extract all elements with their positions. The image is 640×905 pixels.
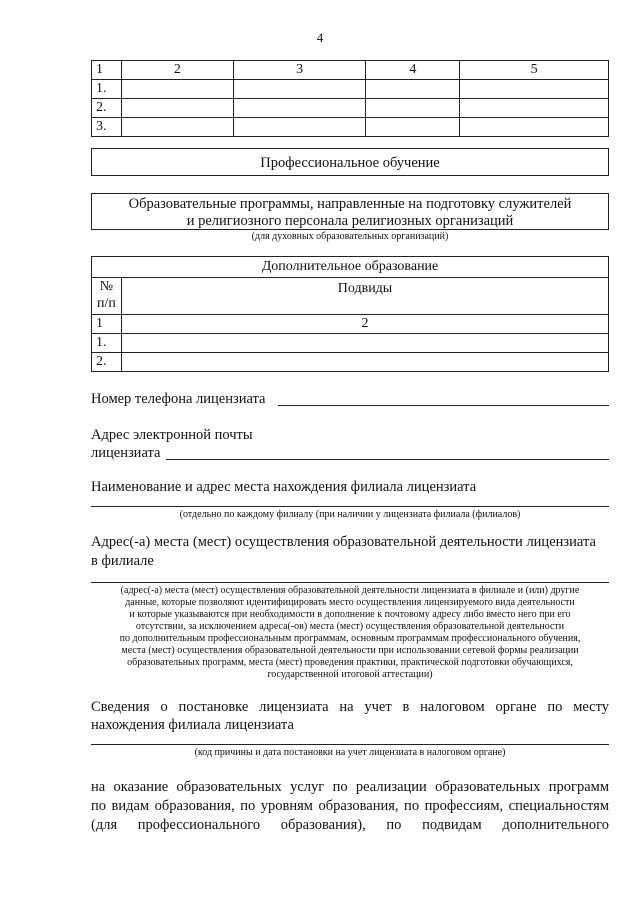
tax-note: (код причины и дата постановки на учет лицензиата в налоговом органе) (194, 747, 506, 758)
table-header-cell: 3 (233, 61, 366, 80)
col-number-header (92, 278, 122, 315)
table-row (92, 99, 609, 118)
religious-programs-box (91, 193, 609, 230)
branch-address-note-line: отсутствии, за исключением адреса(-ов) места (мест) осуществления образовательной деятельности (135, 621, 565, 632)
branch-address-field[interactable] (91, 582, 609, 583)
tax-label-line2: нахождения филиала лицензиата (91, 717, 294, 733)
phone-field[interactable] (278, 405, 609, 406)
branch-address-label-line2: в филиале (91, 553, 154, 569)
table-title: Дополнительное образование (92, 257, 609, 278)
final-text-line2: по видам образования, по уровням образования, по профессиям, специальностям (91, 798, 609, 814)
table-levels (91, 60, 609, 137)
table-header-cell: 1 (92, 61, 122, 80)
email-field[interactable] (166, 459, 609, 460)
branch-address-note (91, 585, 609, 681)
row-number: 2. (92, 99, 122, 118)
final-text-line3: (для профессионального образования), по подвидам дополнительного (91, 817, 609, 833)
table-row (92, 334, 609, 353)
branch-address-note-line: государственной итоговой аттестации) (267, 669, 433, 680)
branch-name-field[interactable] (91, 506, 609, 507)
col-number: 2 (121, 315, 608, 334)
religious-programs-note: (для духовных образовательных организаций) (251, 231, 449, 242)
table-additional-education (91, 256, 609, 372)
table-header-row (92, 61, 609, 80)
branch-address-note-line: по дополнительным профессиональным программам, основным программам профессионального обучения, (119, 633, 581, 644)
table-header-cell: 5 (460, 61, 609, 80)
row-number: 1. (92, 334, 122, 353)
branch-address-label-line1: Адрес(-а) места (мест) осуществления образовательной деятельности лицензиата (91, 534, 596, 550)
branch-address-note-line: и которые указываются при необходимости в дополнение к почтовому адресу либо вместо него при его (129, 609, 571, 620)
email-label-line1: Адрес электронной почты (91, 427, 253, 443)
religious-programs-line2: и религиозного персонала религиозных организаций (186, 213, 514, 229)
phone-label: Номер телефона лицензиата (91, 391, 266, 407)
page-number: 4 (316, 30, 324, 45)
table-row (92, 118, 609, 137)
table-header-cell: 2 (121, 61, 233, 80)
branch-name-note: (отдельно по каждому филиалу (при наличии у лицензиата филиала (филиалов) (179, 509, 521, 520)
table-row (92, 353, 609, 372)
final-text-line1: на оказание образовательных услуг по реализации образовательных программ (91, 779, 609, 795)
religious-programs-line1: Образовательные программы, направленные на подготовку служителей (128, 196, 572, 212)
row-number: 2. (92, 353, 122, 372)
professional-training-box: Профессиональное обучение (91, 148, 609, 176)
col-number-header-line1: № (99, 279, 114, 294)
branch-address-note-line: образовательных программ, места (мест) проведения практики, практической подготовки обучающихся, (127, 657, 573, 668)
row-number: 1 (92, 315, 122, 334)
table-header-cell: 4 (366, 61, 460, 80)
row-number: 1. (92, 80, 122, 99)
branch-address-note-line: (адрес(-а) места (мест) осуществления образовательной деятельности лицензиата в филиале и (или) другие (120, 585, 580, 596)
row-number: 3. (92, 118, 122, 137)
tax-label-line1: Сведения о постановке лицензиата на учет в налоговом органе по месту (91, 699, 609, 715)
col-number-header-line2: п/п (97, 296, 116, 311)
tax-field[interactable] (91, 744, 609, 745)
branch-address-note-line: данные, которые позволяют идентифицировать место осуществления лицензируемого вида деятельности (125, 597, 575, 608)
table-row (92, 80, 609, 99)
col-subtypes-header: Подвиды (121, 278, 608, 315)
table-row (92, 315, 609, 334)
branch-name-label: Наименование и адрес места нахождения филиала лицензиата (91, 479, 477, 495)
branch-address-note-line: места (мест) осуществления образовательной деятельности при использовании сетевой формы реализации (121, 645, 579, 656)
email-label-line2: лицензиата (91, 445, 161, 461)
